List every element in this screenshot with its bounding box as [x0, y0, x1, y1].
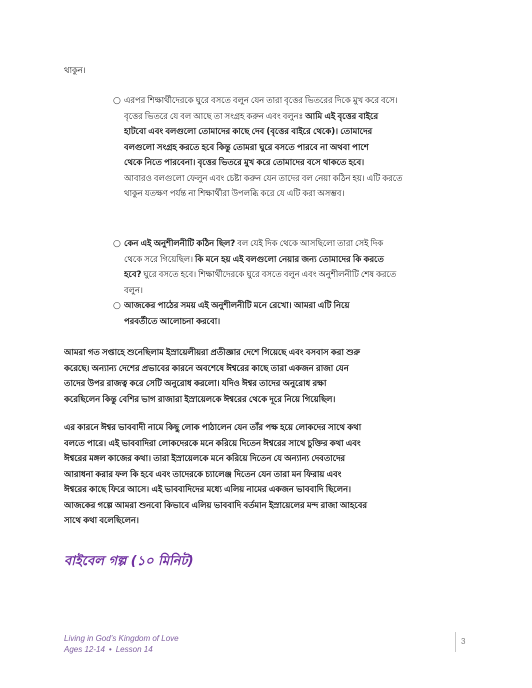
text-line	[124, 156, 464, 172]
text-line	[64, 362, 464, 378]
bold-text: সাথে কথা বলেছিলেন।	[64, 516, 139, 526]
body-paragraph-2	[64, 421, 464, 530]
text-line	[64, 499, 464, 515]
text-line	[124, 110, 464, 126]
text-line	[124, 253, 464, 269]
bold-text: কেন এই অনুশীলনীটি কঠিন ছিল?	[124, 239, 236, 249]
footer-ages: Ages 12-14	[64, 645, 105, 654]
intro-line: থাকুন।	[64, 66, 86, 76]
text-line	[124, 172, 464, 188]
bullet-item-2	[124, 237, 464, 299]
text-line	[124, 284, 464, 300]
text-run: আবারও বলগুলো ফেলুন এবং চেষ্টা করুন যেন তাদের বল নেয়া কঠিন হয়। এটি করতে	[124, 173, 403, 184]
text-line	[64, 393, 464, 409]
text-line	[64, 346, 464, 362]
text-line	[124, 94, 464, 110]
bold-text: পরবর্তীতে আলোচনা করবো।	[124, 316, 221, 327]
text-run: থেকে সরে গিয়েছিল।	[124, 254, 196, 265]
text-line	[64, 437, 464, 453]
footer-separator: •	[108, 645, 112, 654]
bold-text: ঈশ্বরের কাছে ফিরে আসে। এই ভাববাদিদের মধ্যে এলিয় নামের একজন ভাববাদি ছিলেন।	[64, 485, 351, 495]
text-line	[64, 421, 464, 437]
text-line	[124, 187, 464, 203]
text-run: বৃত্তের ভিতরে যে বল আছে তা সংগ্রহ করুন এবং বলুনঃ	[124, 111, 306, 122]
bold-text: তাদের উপর রাজত্ব করে সেটি অনুরোধ করলো। যদিও ঈশ্বর তাদের অনুরোধ রক্ষা	[64, 379, 327, 389]
bold-text: বলতে পারে। এই ভাববাদিরা লোকদেরকে মনে করিয়ে দিতেন ঈশ্বরের সাথে চুক্তির কথা এবং	[64, 438, 361, 449]
bold-text: থেকে নিতে পারবেনা। বৃত্তের ভিতরে মুখ করে তোমাদের বসে থাকতে হবে।	[124, 158, 365, 168]
bold-text: করেছিলেন কিন্তু বেশির ভাগ রাজারা ইস্রায়েলকে ঈশ্বরের থেকে দূরে নিয়ে গিয়েছিল।	[64, 394, 336, 405]
bullet-item-3	[124, 299, 464, 330]
footer-ages-lesson	[64, 645, 153, 654]
bold-text: আজকের পাঠের সময় এই অনুশীলনীটি মনে রেখো। আমরা এটি নিয়ে	[124, 301, 350, 311]
page-number: 3	[461, 637, 466, 646]
footer-course-title: Living in God’s Kingdom of Love	[64, 634, 179, 643]
bold-text: হবে?	[124, 270, 142, 280]
bold-text: আরাধনা করার ফল কি হবে এবং তাদেরকে চ্যালেঞ্জ দিতেন যেন তারা মন ফিরায় এবং	[64, 469, 342, 480]
text-line	[124, 141, 464, 157]
text-line	[64, 377, 464, 393]
footer-divider	[455, 632, 456, 652]
text-line	[124, 315, 464, 331]
bold-text: আমি এই বৃত্তের বাইরে	[305, 111, 379, 122]
section-heading-bible-story: বাইবেল গল্প (১০ মিনিট)	[64, 554, 194, 569]
bold-text: আজকের গল্পে আমরা শুনবো কিভাবে এলিয় ভাববাদি বর্তমান ইস্রায়েলের মন্দ রাজা আহবের	[64, 500, 367, 511]
text-line	[64, 468, 464, 484]
text-line	[64, 514, 464, 530]
bold-text: কি মনে হয় এই বলগুলো নেয়ার জন্য তোমাদের কি করতে	[195, 254, 384, 265]
bullet-item-1	[124, 94, 464, 203]
bold-text: হাটবো এবং বলগুলো তোমাদের কাছে দেব (বৃত্তের বাইরে থেকে)। তোমাদের	[124, 127, 373, 137]
text-line	[64, 452, 464, 468]
text-line	[124, 299, 464, 315]
bullet-circle-icon: ○	[113, 301, 121, 311]
text-run: এরপর শিক্ষার্থীদেরকে ঘুরে বসতে বলুন যেন তারা বৃত্তের ভিতরের দিকে মুখ করে বসে।	[124, 96, 398, 106]
bold-text: ঈশ্বরের মঙ্গল কাজের কথা। তারা ইস্রায়েলকে মনে করিয়ে দিতেন যে অন্যান্য দেবতাদের	[64, 454, 346, 464]
text-run: ঘুরে বসতে হবে। শিক্ষার্থীদেরকে ঘুরে বসতে বলুন এবং অনুশীলনীটি শেষ করতে	[141, 270, 397, 280]
bold-text: বলগুলো সংগ্রহ করতে হবে কিন্তু তোমরা ঘুরে বসতে পারবে না অথবা পাশে	[124, 142, 369, 153]
body-paragraph-1	[64, 346, 464, 408]
text-run: বলুন।	[124, 285, 143, 296]
bullet-circle-icon: ○	[113, 239, 121, 249]
footer-lesson: Lesson 14	[115, 645, 153, 654]
text-line	[64, 483, 464, 499]
bold-text: করেছে। অন্যান্য দেশের প্রভাবের কারনে অবশেষে ঈশ্বরের কাছে তারা একজন রাজা যেন	[64, 363, 349, 374]
text-line	[124, 268, 464, 284]
bold-text: আমরা গত সপ্তাহে শুনেছিলাম ইস্রায়েলীয়রা প্রতীজ্ঞার দেশে গিয়েছে এবং বসবাস করা শুরু	[64, 348, 360, 358]
text-line	[124, 125, 464, 141]
text-run: বল যেই দিক থেকে আসছিলো তারা সেই দিক	[235, 239, 384, 249]
text-run: থাকুন যতক্ষণ পর্যন্ত না শিক্ষার্থীরা উপলব্ধি করে যে এটি করা অসম্ভব।	[124, 189, 345, 199]
bold-text: এর কারনে ঈশ্বর ভাববাদী নামে কিছু লোক পাঠালেন যেন তাঁর পক্ষ হয়ে লোকদের সাথে কথা	[64, 423, 362, 433]
bullet-circle-icon: ○	[113, 96, 121, 106]
text-line	[124, 237, 464, 253]
